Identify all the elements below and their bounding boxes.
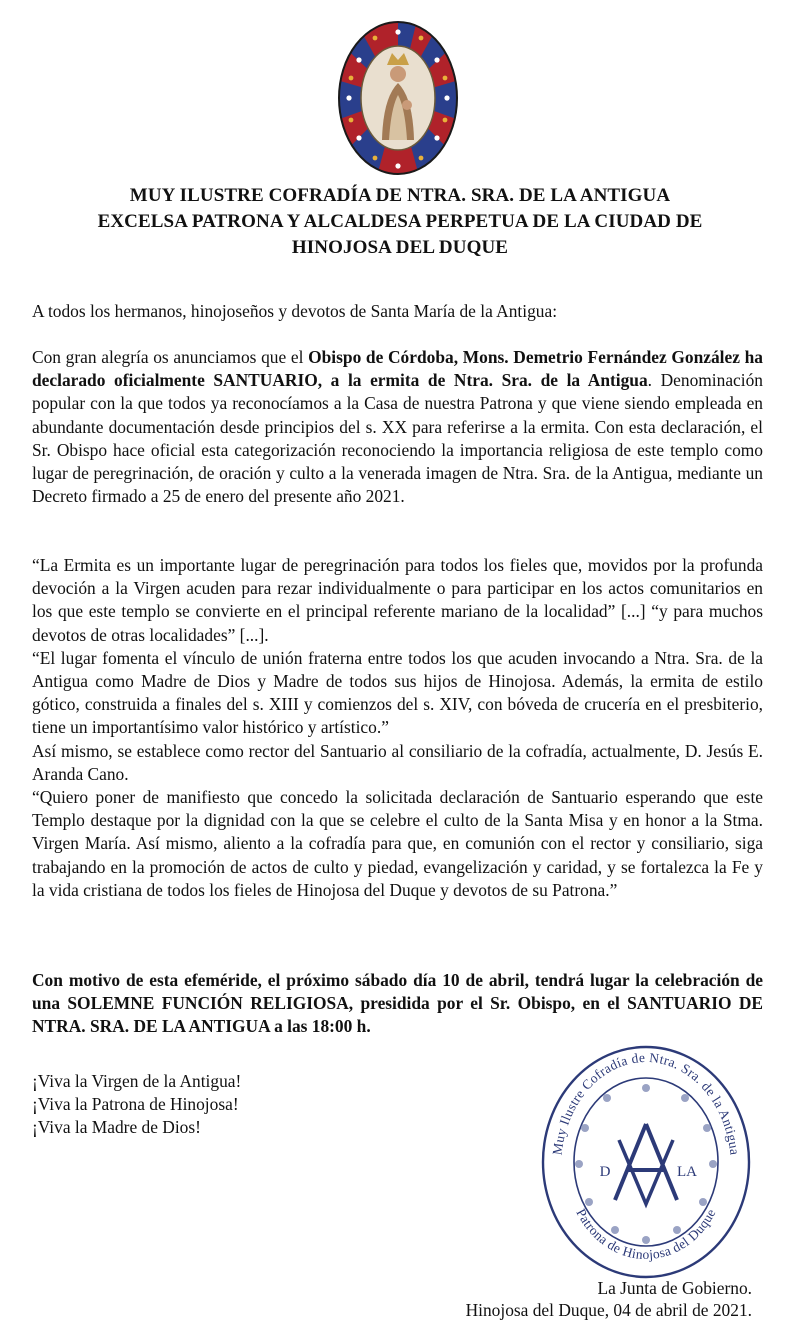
viva-line: ¡Viva la Madre de Dios! bbox=[32, 1117, 201, 1138]
seal-letter-right: LA bbox=[677, 1164, 697, 1180]
cofradia-seal-stamp bbox=[535, 1032, 757, 1282]
signature-place-date: Hinojosa del Duque, 04 de abril de 2021. bbox=[465, 1300, 752, 1320]
heading-line-2: EXCELSA PATRONA Y ALCALDESA PERPETUA DE LA CIUDAD DE bbox=[97, 211, 703, 232]
decree-quote-1: “La Ermita es un importante lugar de peregrinación para todos los fieles que, movidos por la profunda devoción a la Virgen acuden para rezar individualmente o para participar en los actos comunitarios en los que este templo se convierte en el principal referente mariano de la localidad” [...] “y para muchos devotos de otras localidades” [...]. bbox=[32, 555, 763, 645]
document-heading bbox=[40, 183, 760, 261]
greeting: A todos los hermanos, hinojoseños y devotos de Santa María de la Antigua: bbox=[32, 301, 558, 321]
announcement-rest: . Denominación popular con la que todos ya reconocíamos a la Casa de nuestra Patrona y que viene siendo empleada en abundante documentación desde principios del s. XX para referirse a la ermita. Con esta declaración, el Sr. Obispo hace oficial esta categorización reconociendo la importancia religiosa de este templo como lugar de peregrinación, de oración y culto a la venerada imagen de Ntra. Sra. de la Antigua, mediante un Decreto firmado a 25 de enero del presente año 2021. bbox=[32, 370, 763, 507]
viva-line: ¡Viva la Virgen de la Antigua! bbox=[32, 1071, 242, 1091]
viva-line: ¡Viva la Patrona de Hinojosa! bbox=[32, 1094, 239, 1115]
heading-line-3: HINOJOSA DEL DUQUE bbox=[291, 237, 509, 258]
decree-quote-3: “Quiero poner de manifiesto que concedo la solicitada declaración de Santuario esperando que este Templo destaque por la dignidad con la que se celebre el culto de la Santa Misa y en honor a la Stma. Virgen María. Así mismo, aliento a la cofradía para que, en comunión con el rector y consiliario, siga trabajando en la promoción de actos de culto y piedad, evangelización y caridad, y se fortalezca la Fe y la vida cristiana de todos los fieles de Hinojosa del Duque y devotos de su Patrona.” bbox=[32, 787, 763, 900]
signature-board: La Junta de Gobierno. bbox=[597, 1278, 752, 1298]
decree-quotes bbox=[32, 554, 763, 902]
seal-upper-text: Muy Ilustre Cofradía de Ntra. Sra. de la Antigua bbox=[549, 1049, 743, 1156]
cofradia-crest-image bbox=[337, 20, 459, 176]
announcement-intro: Con gran alegría os anunciamos que el bbox=[32, 347, 309, 367]
decree-quote-2: “El lugar fomenta el vínculo de unión fraterna entre todos los que acuden invocando a Ntra. Sra. de la Antigua como Madre de Dios y Madre de todos sus hijos de Hinojosa. Además, la ermita de estilo gótico, construida a finales del s. XIII y comienzos del s. XIV, con bóveda de crucería en el presbiterio, tiene un importantísimo valor histórico y artístico.” bbox=[32, 647, 763, 738]
heading-line-1: MUY ILUSTRE COFRADÍA DE NTRA. SRA. DE LA ANTIGUA bbox=[129, 185, 671, 206]
seal-lower-text: Patrona de Hinojosa del Duque bbox=[573, 1206, 719, 1263]
signature-block bbox=[466, 1277, 752, 1321]
decree-rector: Así mismo, se establece como rector del Santuario al consiliario de la cofradía, actualmente, D. Jesús E. Aranda Cano. bbox=[32, 740, 763, 784]
vivas-list bbox=[32, 1070, 241, 1140]
svg-text:Patrona de Hinojosa del Duque bbox=[573, 1206, 718, 1262]
announcement-bold: Obispo de Córdoba, Mons. Demetrio Fernández González ha declarado oficialmente SANTUARIO, a la ermita de Ntra. Sra. de la Antigua bbox=[32, 347, 763, 391]
svg-text:Muy Ilustre Cofradía de Ntra. bbox=[549, 1050, 742, 1156]
celebration-paragraph: Con motivo de esta efeméride, el próximo sábado día 10 de abril, tendrá lugar la celebración de una SOLEMNE FUNCIÓN RELIGIOSA, presidida por el Sr. Obispo, en el SANTUARIO DE NTRA. SRA. DE LA ANTIGUA a las 18:00 h. bbox=[32, 970, 763, 1037]
announcement-paragraph bbox=[32, 346, 763, 508]
seal-letter-left: D bbox=[599, 1164, 611, 1180]
